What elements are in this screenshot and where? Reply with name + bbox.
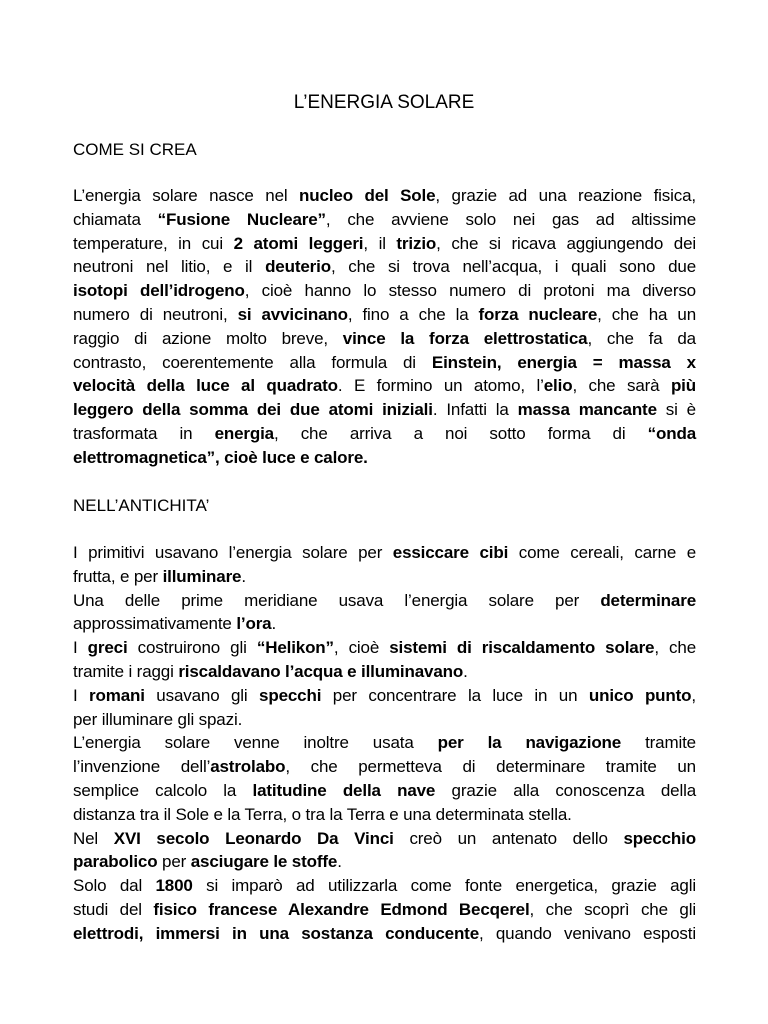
text-run: , che fa da (587, 328, 696, 348)
text-line (73, 874, 696, 898)
text-line (73, 208, 696, 232)
paragraph-antichita (73, 541, 696, 946)
text-run: semplice calcolo la (73, 780, 253, 800)
text-run: . E formino un atomo, l’ (337, 376, 544, 396)
text-line (73, 541, 696, 565)
bold-text: specchio (623, 828, 696, 848)
text-run: trasformata in (73, 423, 215, 443)
text-line (73, 708, 696, 732)
text-run: . (337, 852, 342, 872)
paragraph-come-si-crea (73, 184, 696, 470)
text-run: , grazie ad una reazione fisica, (435, 186, 697, 205)
text-run: frutta, e per (73, 566, 163, 586)
text-line (73, 684, 696, 708)
text-run: . (463, 661, 468, 681)
bold-text: massa mancante (517, 400, 657, 420)
text-run: chiamata (73, 209, 158, 229)
text-run: temperature, in cui (73, 233, 234, 253)
text-run: , fino a che la (347, 304, 479, 324)
bold-text: leggero della somma dei due atomi iniziali (73, 400, 433, 420)
text-run: , (691, 685, 696, 705)
text-run: , il (363, 233, 397, 253)
text-line (73, 232, 696, 256)
text-line (73, 398, 696, 422)
text-line (73, 922, 696, 946)
bold-text: elettromagnetica”, cioè luce e calore. (73, 447, 368, 467)
bold-text: illuminare (162, 566, 242, 586)
bold-text: romani (89, 685, 145, 705)
bold-text: essiccare cibi (392, 543, 509, 562)
text-run: I primitivi usavano l’energia solare per (73, 543, 393, 562)
text-run: approssimativamente (73, 614, 237, 634)
text-line (73, 184, 696, 208)
bold-text: forza nucleare (478, 304, 598, 324)
bold-text: per la navigazione (437, 733, 622, 753)
bold-text: sistemi di riscaldamento solare (389, 638, 655, 658)
section-heading-come-si-crea: COME SI CREA (73, 140, 197, 159)
bold-text: vince la forza elettrostatica (342, 328, 588, 348)
text-line (73, 327, 696, 351)
bold-text: “Helikon” (256, 638, 334, 658)
text-run: tramite i raggi (73, 661, 179, 681)
text-line (73, 803, 696, 827)
bold-text: “Fusione Nucleare” (157, 209, 326, 229)
text-run: L’energia solare nasce nel (73, 186, 300, 205)
bold-text: trizio (396, 233, 437, 253)
bold-text: specchi (259, 685, 322, 705)
text-run: Una delle prime meridiane usava l’energia solare per (73, 590, 601, 610)
bold-text: si avvicinano (237, 304, 348, 324)
text-run: si è (656, 400, 696, 420)
bold-text: energia (214, 423, 274, 443)
bold-text: 1800 (155, 876, 193, 896)
text-run: usavano gli (144, 685, 260, 705)
bold-text: fisico francese Alexandre Edmond Becqerel (153, 899, 530, 919)
text-line (73, 612, 696, 636)
text-run: raggio di azione molto breve, (73, 328, 343, 348)
text-run: grazie alla conoscenza della (435, 780, 697, 800)
text-run: studi del (73, 899, 154, 919)
bold-text: deuterio (265, 257, 331, 277)
text-run: , che si ricava aggiungendo dei (436, 233, 697, 253)
text-run: come cereali, carne e (508, 543, 696, 562)
text-run: , cioè hanno lo stesso numero di protoni ma diverso (244, 281, 696, 301)
text-run: . (241, 566, 246, 586)
bold-text: greci (87, 638, 128, 658)
text-run: neutroni nel litio, e il (73, 257, 266, 277)
text-run: I (73, 685, 90, 705)
bold-text: 2 atomi leggeri (233, 233, 364, 253)
bold-text: isotopi dell’idrogeno (73, 281, 245, 301)
text-line (73, 660, 696, 684)
text-run: per (157, 852, 191, 872)
bold-text: elettrodi, immersi in una sostanza conducente (73, 923, 479, 943)
bold-text: Einstein, energia = massa x (431, 352, 696, 372)
text-line (73, 755, 696, 779)
bold-text: più (670, 376, 696, 396)
text-line (73, 351, 696, 375)
text-run: distanza tra il Sole e la Terra, o tra la Terra e una determinata stella. (73, 804, 572, 824)
bold-text: parabolico (73, 852, 158, 872)
text-run: per concentrare la luce in un (321, 685, 589, 705)
text-run: , che (654, 638, 696, 658)
bold-text: determinare (600, 590, 696, 610)
text-run: contrasto, coerentemente alla formula di (73, 352, 432, 372)
bold-text: elio (543, 376, 573, 396)
text-run: . Infatti la (432, 400, 518, 420)
text-run: , cioè (333, 638, 390, 658)
text-run: , che permetteva di determinare tramite un (285, 757, 696, 777)
text-line (73, 731, 696, 755)
bold-text: XVI secolo Leonardo Da Vinci (113, 828, 394, 848)
bold-text: l’ora (236, 614, 272, 634)
bold-text: asciugare le stoffe (190, 852, 338, 872)
bold-text: riscaldavano l’acqua e illuminavano (178, 661, 464, 681)
text-run: , che sarà (572, 376, 671, 396)
text-run: , che avviene solo nei gas ad altissime (325, 209, 696, 229)
bold-text: latitudine della nave (252, 780, 436, 800)
text-line (73, 422, 696, 446)
text-line (73, 898, 696, 922)
text-run: , quando venivano esposti (479, 923, 696, 943)
text-run: Nel (73, 828, 114, 848)
section-heading-antichita: NELL’ANTICHITA’ (73, 496, 210, 515)
text-line (73, 255, 696, 279)
text-run: , che arriva a noi sotto forma di (273, 423, 648, 443)
text-line (73, 850, 696, 874)
text-run: I (73, 638, 88, 658)
bold-text: “onda (647, 423, 696, 443)
text-line (73, 374, 696, 398)
text-run: , che scoprì che gli (529, 899, 696, 919)
text-line (73, 779, 696, 803)
text-run: costruirono gli (127, 638, 257, 658)
bold-text: velocità della luce al quadrato (73, 376, 338, 396)
text-line (73, 636, 696, 660)
text-run: tramite (621, 733, 696, 753)
text-run: numero di neutroni, (73, 304, 238, 324)
text-run: Solo dal (73, 876, 156, 896)
text-line (73, 589, 696, 613)
text-run: per illuminare gli spazi. (73, 709, 243, 729)
text-run: . (271, 614, 277, 634)
text-line (73, 446, 696, 470)
text-line (73, 279, 696, 303)
text-line (73, 827, 696, 851)
text-run: creò un antenato dello (393, 828, 624, 848)
text-run: , che si trova nell’acqua, i quali sono due (330, 257, 696, 277)
page-title: L’ENERGIA SOLARE (293, 92, 475, 113)
text-line (73, 303, 696, 327)
text-run: , che ha un (597, 304, 696, 324)
bold-text: astrolabo (210, 757, 286, 777)
bold-text: nucleo del Sole (299, 186, 436, 205)
bold-text: unico punto (588, 685, 692, 705)
text-run: si imparò ad utilizzarla come fonte energetica, grazie agli (192, 876, 696, 896)
text-run: l’invenzione dell’ (73, 757, 211, 777)
text-line (73, 565, 696, 589)
text-run: L’energia solare venne inoltre usata (73, 733, 438, 753)
